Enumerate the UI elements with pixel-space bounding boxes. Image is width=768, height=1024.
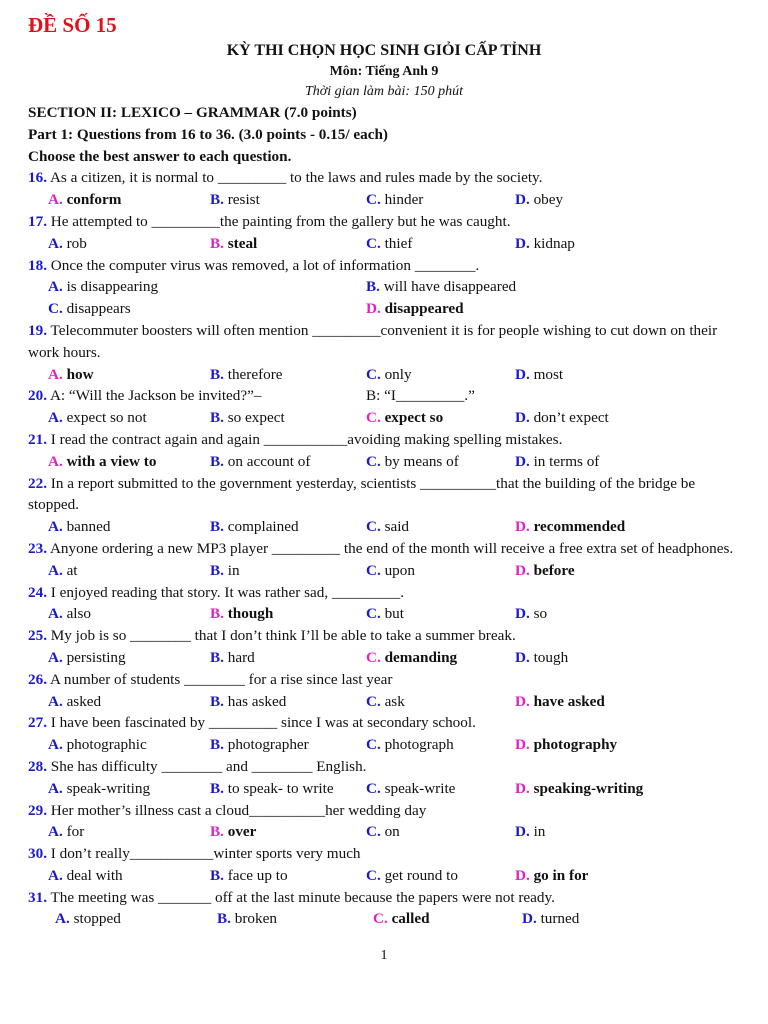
question-text: Anyone ordering a new MP3 player _________ the end of the month will receive a free extra set of headphones. <box>46 539 734 557</box>
options-row <box>28 298 740 320</box>
answer-option <box>515 407 609 429</box>
answer-option <box>515 560 575 582</box>
option-letter: C. <box>366 823 381 841</box>
option-text: by means of <box>384 452 459 470</box>
question-stem <box>28 800 740 822</box>
option-text: though <box>227 605 274 623</box>
exam-subject: Môn: Tiếng Anh 9 <box>329 64 439 79</box>
option-letter: A. <box>48 605 63 623</box>
question-number: 16. <box>28 169 47 187</box>
question-number: 26. <box>28 670 47 688</box>
question-item <box>28 756 740 800</box>
question-item <box>28 800 740 844</box>
answer-option <box>366 364 412 386</box>
option-letter: A. <box>48 779 63 797</box>
question-text: She has difficulty ________ and ________ English. <box>46 757 367 775</box>
option-letter: B. <box>210 736 224 754</box>
answer-option <box>515 821 545 843</box>
part-title: Part 1: Questions from 16 to 36. (3.0 points - 0.15/ each) <box>28 125 388 143</box>
answer-option <box>210 407 285 429</box>
option-text: on account of <box>227 452 311 470</box>
option-text: expect so not <box>66 409 147 427</box>
question-text: A: “Will the Jackson be invited?”– <box>46 387 262 405</box>
options-row <box>35 908 740 930</box>
question-item <box>28 255 740 320</box>
question-number: 31. <box>28 888 47 906</box>
answer-option <box>48 865 123 887</box>
option-text: disappeared <box>384 300 464 318</box>
question-stem <box>28 167 740 189</box>
document-body <box>28 10 740 930</box>
question-number: 30. <box>28 845 47 863</box>
answer-option <box>515 189 563 211</box>
option-text: also <box>66 605 92 623</box>
option-text: in terms of <box>533 452 600 470</box>
options-row <box>28 276 740 298</box>
option-text: go in for <box>533 866 589 884</box>
question-item <box>28 582 740 626</box>
answer-option <box>366 516 409 538</box>
question-item <box>28 385 740 429</box>
option-letter: D. <box>515 365 530 383</box>
answer-option <box>515 233 575 255</box>
option-text: before <box>533 561 575 579</box>
option-text: to speak- to write <box>227 779 334 797</box>
answer-option <box>366 603 404 625</box>
question-stem <box>28 625 740 647</box>
answer-option <box>366 734 454 756</box>
option-letter: D. <box>515 736 530 754</box>
exam-title: KỲ THI CHỌN HỌC SINH GIỎI CẤP TỈNH <box>226 42 542 59</box>
answer-option <box>366 298 464 320</box>
option-text: in <box>533 823 546 841</box>
options-row <box>28 734 740 756</box>
option-letter: A. <box>48 365 63 383</box>
exam-time: Thời gian làm bài: 150 phút <box>305 84 463 99</box>
answer-option <box>48 778 150 800</box>
answer-option <box>366 451 459 473</box>
option-letter: C. <box>366 234 381 252</box>
question-stem <box>28 669 740 691</box>
question-number: 22. <box>28 474 47 492</box>
option-letter: C. <box>366 866 381 884</box>
option-text: speak-writing <box>66 779 151 797</box>
question-list <box>28 167 740 930</box>
answer-option <box>210 516 299 538</box>
question-text: A number of students ________ for a rise since last year <box>46 670 393 688</box>
option-letter: A. <box>48 409 63 427</box>
question-stem <box>28 429 740 451</box>
option-text: banned <box>66 518 111 536</box>
option-text: resist <box>227 191 260 209</box>
question-text: Telecommuter boosters will often mention _________convenient it is for people wishing to cut down on their work hours. <box>28 321 718 361</box>
question-item <box>28 167 740 211</box>
answer-option <box>48 516 110 538</box>
question-text: He attempted to _________the painting from the gallery but he was caught. <box>46 212 511 230</box>
question-number: 24. <box>28 583 47 601</box>
option-letter: C. <box>366 736 381 754</box>
option-text: broken <box>234 910 277 928</box>
answer-option <box>366 647 457 669</box>
option-letter: D. <box>515 234 530 252</box>
question-text: I read the contract again and again ___________avoiding making spelling mistakes. <box>46 430 563 448</box>
answer-option <box>366 276 516 298</box>
option-letter: B. <box>210 692 224 710</box>
option-letter: A. <box>48 648 63 666</box>
option-text: hinder <box>384 191 424 209</box>
option-letter: A. <box>55 910 70 928</box>
option-text: persisting <box>66 648 126 666</box>
answer-option <box>210 233 257 255</box>
answer-option <box>55 908 121 930</box>
option-letter: D. <box>515 866 530 884</box>
option-letter: A. <box>48 823 63 841</box>
answer-option <box>217 908 277 930</box>
option-text: with a view to <box>66 452 157 470</box>
option-letter: B. <box>210 409 224 427</box>
option-text: face up to <box>227 866 288 884</box>
answer-option <box>210 865 288 887</box>
option-text: obey <box>533 191 564 209</box>
answer-option <box>210 821 256 843</box>
answer-option <box>48 233 87 255</box>
option-text: photographic <box>66 736 147 754</box>
answer-option <box>48 189 121 211</box>
option-letter: C. <box>366 365 381 383</box>
answer-option <box>366 778 455 800</box>
option-letter: A. <box>48 452 63 470</box>
option-text: upon <box>384 561 415 579</box>
question-text: In a report submitted to the government yesterday, scientists __________that the building of the bridge be stopped. <box>28 474 696 514</box>
option-letter: C. <box>373 910 388 928</box>
option-letter: C. <box>366 648 381 666</box>
option-text: ask <box>384 692 405 710</box>
option-text: steal <box>227 234 258 252</box>
options-row <box>28 691 740 713</box>
question-stem <box>28 582 740 604</box>
option-text: photography <box>533 736 618 754</box>
option-letter: B. <box>210 779 224 797</box>
option-text: speaking-writing <box>533 779 644 797</box>
answer-option <box>366 560 415 582</box>
question-item <box>28 669 740 713</box>
answer-option <box>210 603 273 625</box>
answer-option <box>515 451 599 473</box>
question-number: 28. <box>28 757 47 775</box>
option-letter: A. <box>48 518 63 536</box>
answer-option <box>210 364 283 386</box>
option-letter: D. <box>522 910 537 928</box>
answer-option <box>366 189 423 211</box>
question-number: 21. <box>28 430 47 448</box>
options-row <box>28 560 740 582</box>
answer-option <box>210 778 334 800</box>
option-letter: D. <box>515 648 530 666</box>
option-letter: C. <box>48 300 63 318</box>
option-text: on <box>384 823 400 841</box>
answer-option <box>48 451 156 473</box>
option-text: most <box>533 365 564 383</box>
answer-option <box>210 451 310 473</box>
answer-option <box>515 516 625 538</box>
option-letter: A. <box>48 866 63 884</box>
options-row <box>28 647 740 669</box>
answer-option <box>48 364 94 386</box>
question-item <box>28 887 740 931</box>
answer-option <box>515 364 563 386</box>
answer-option <box>366 407 443 429</box>
option-letter: B. <box>210 518 224 536</box>
question-number: 20. <box>28 387 47 405</box>
option-letter: D. <box>515 518 530 536</box>
question-item <box>28 843 740 887</box>
answer-option <box>522 908 579 930</box>
page-number: 1 <box>380 948 388 963</box>
option-letter: A. <box>48 191 63 209</box>
option-text: for <box>66 823 85 841</box>
option-letter: B. <box>210 605 224 623</box>
answer-option <box>210 189 260 211</box>
options-row <box>28 603 740 625</box>
option-letter: B. <box>210 191 224 209</box>
question-text: I have been fascinated by _________ since I was at secondary school. <box>46 714 476 732</box>
question-item <box>28 625 740 669</box>
answer-option <box>210 560 240 582</box>
answer-option <box>48 560 78 582</box>
answer-option <box>210 734 309 756</box>
option-letter: C. <box>366 692 381 710</box>
question-stem <box>28 211 740 233</box>
option-letter: B. <box>210 866 224 884</box>
answer-option <box>366 691 405 713</box>
instruction: Choose the best answer to each question. <box>28 147 292 165</box>
question-number: 25. <box>28 627 47 645</box>
option-text: asked <box>66 692 102 710</box>
question-stem <box>28 320 740 364</box>
option-text: how <box>66 365 94 383</box>
option-letter: C. <box>366 605 381 623</box>
question-item <box>28 429 740 473</box>
option-text: tough <box>533 648 569 666</box>
option-letter: B. <box>210 561 224 579</box>
option-text: deal with <box>66 866 123 884</box>
answer-option <box>366 233 412 255</box>
answer-option <box>48 407 147 429</box>
question-number: 18. <box>28 256 47 274</box>
answer-option <box>48 603 91 625</box>
option-letter: C. <box>366 779 381 797</box>
option-text: so expect <box>227 409 285 427</box>
question-item <box>28 538 740 582</box>
option-text: called <box>391 910 430 928</box>
question-number: 23. <box>28 539 47 557</box>
option-text: at <box>66 561 78 579</box>
option-letter: D. <box>515 823 530 841</box>
option-text: hard <box>227 648 255 666</box>
question-stem <box>28 385 740 407</box>
options-row <box>28 516 740 538</box>
question-stem <box>28 473 740 517</box>
option-text: expect so <box>384 409 444 427</box>
option-text: over <box>227 823 257 841</box>
option-letter: B. <box>217 910 231 928</box>
answer-option <box>48 691 101 713</box>
option-text: has asked <box>227 692 287 710</box>
answer-option <box>48 298 131 320</box>
option-letter: A. <box>48 692 63 710</box>
question-text: As a citizen, it is normal to _________ to the laws and rules made by the society. <box>46 169 543 187</box>
options-row <box>28 407 740 429</box>
question-text: Her mother’s illness cast a cloud__________her wedding day <box>46 801 427 819</box>
option-text: recommended <box>533 518 626 536</box>
option-text: so <box>533 605 548 623</box>
question-stem <box>28 255 740 277</box>
option-text: only <box>384 365 412 383</box>
option-letter: B. <box>210 823 224 841</box>
options-row <box>28 364 740 386</box>
option-letter: B. <box>210 234 224 252</box>
option-text: kidnap <box>533 234 575 252</box>
option-text: stopped <box>73 910 121 928</box>
answer-option <box>48 734 147 756</box>
option-text: is disappearing <box>66 278 159 296</box>
answer-option <box>515 603 547 625</box>
option-text: photograph <box>384 736 454 754</box>
question-stem <box>28 712 740 734</box>
answer-option <box>515 778 643 800</box>
option-text: have asked <box>533 692 605 710</box>
option-letter: D. <box>515 191 530 209</box>
option-letter: A. <box>48 278 63 296</box>
question-item <box>28 473 740 538</box>
option-letter: D. <box>515 692 530 710</box>
option-text: complained <box>227 518 299 536</box>
option-letter: B. <box>210 365 224 383</box>
option-letter: C. <box>366 191 381 209</box>
question-text: I enjoyed reading that story. It was rather sad, _________. <box>46 583 405 601</box>
question-number: 29. <box>28 801 47 819</box>
option-text: will have disappeared <box>383 278 517 296</box>
option-text: rob <box>66 234 87 252</box>
question-number: 27. <box>28 714 47 732</box>
option-text: but <box>384 605 404 623</box>
question-text: The meeting was _______ off at the last minute because the papers were not ready. <box>46 888 555 906</box>
question-number: 17. <box>28 212 47 230</box>
option-text: in <box>227 561 240 579</box>
question-text: My job is so ________ that I don’t think I’ll be able to take a summer break. <box>46 627 516 645</box>
answer-option <box>515 734 617 756</box>
option-text: thief <box>384 234 413 252</box>
option-letter: A. <box>48 561 63 579</box>
question-item <box>28 320 740 385</box>
options-row <box>28 189 740 211</box>
question-number: 19. <box>28 321 47 339</box>
option-text: speak-write <box>384 779 456 797</box>
option-text: demanding <box>384 648 458 666</box>
answer-option <box>48 647 126 669</box>
question-stem <box>28 887 740 909</box>
question-item <box>28 712 740 756</box>
option-letter: B. <box>366 278 380 296</box>
answer-option <box>210 647 255 669</box>
question-stem <box>28 538 740 560</box>
question-text: I don’t really___________winter sports very much <box>46 845 361 863</box>
options-row <box>28 821 740 843</box>
option-letter: B. <box>210 648 224 666</box>
options-row <box>28 451 740 473</box>
option-letter: D. <box>366 300 381 318</box>
option-letter: D. <box>515 409 530 427</box>
question-item <box>28 211 740 255</box>
option-text: don’t expect <box>533 409 609 427</box>
exam-code: ĐỀ SỐ 15 <box>28 13 117 37</box>
options-row <box>28 778 740 800</box>
question-stem <box>28 756 740 778</box>
option-text: conform <box>66 191 122 209</box>
question-stem <box>28 843 740 865</box>
option-letter: C. <box>366 561 381 579</box>
option-letter: A. <box>48 234 63 252</box>
option-text: said <box>384 518 410 536</box>
answer-option <box>366 821 400 843</box>
question-text-speaker-b: B: “I_________.” <box>366 387 475 405</box>
option-letter: D. <box>515 561 530 579</box>
options-row <box>28 233 740 255</box>
option-letter: C. <box>366 518 381 536</box>
option-text: therefore <box>227 365 283 383</box>
answer-option <box>515 865 588 887</box>
answer-option <box>515 691 605 713</box>
answer-option <box>210 691 286 713</box>
section-title: SECTION II: LEXICO – GRAMMAR (7.0 points) <box>28 104 357 121</box>
option-text: photographer <box>227 736 309 754</box>
answer-option <box>48 276 158 298</box>
answer-option <box>373 908 430 930</box>
question-text: Once the computer virus was removed, a lot of information ________. <box>46 256 480 274</box>
option-letter: A. <box>48 736 63 754</box>
option-letter: D. <box>515 605 530 623</box>
option-letter: D. <box>515 452 530 470</box>
option-text: get round to <box>384 866 458 884</box>
option-letter: D. <box>515 779 530 797</box>
answer-option <box>48 821 84 843</box>
options-row <box>28 865 740 887</box>
answer-option <box>515 647 568 669</box>
answer-option <box>366 865 458 887</box>
option-text: turned <box>540 910 580 928</box>
option-letter: C. <box>366 409 381 427</box>
option-letter: B. <box>210 452 224 470</box>
option-text: disappears <box>66 300 131 318</box>
option-letter: C. <box>366 452 381 470</box>
